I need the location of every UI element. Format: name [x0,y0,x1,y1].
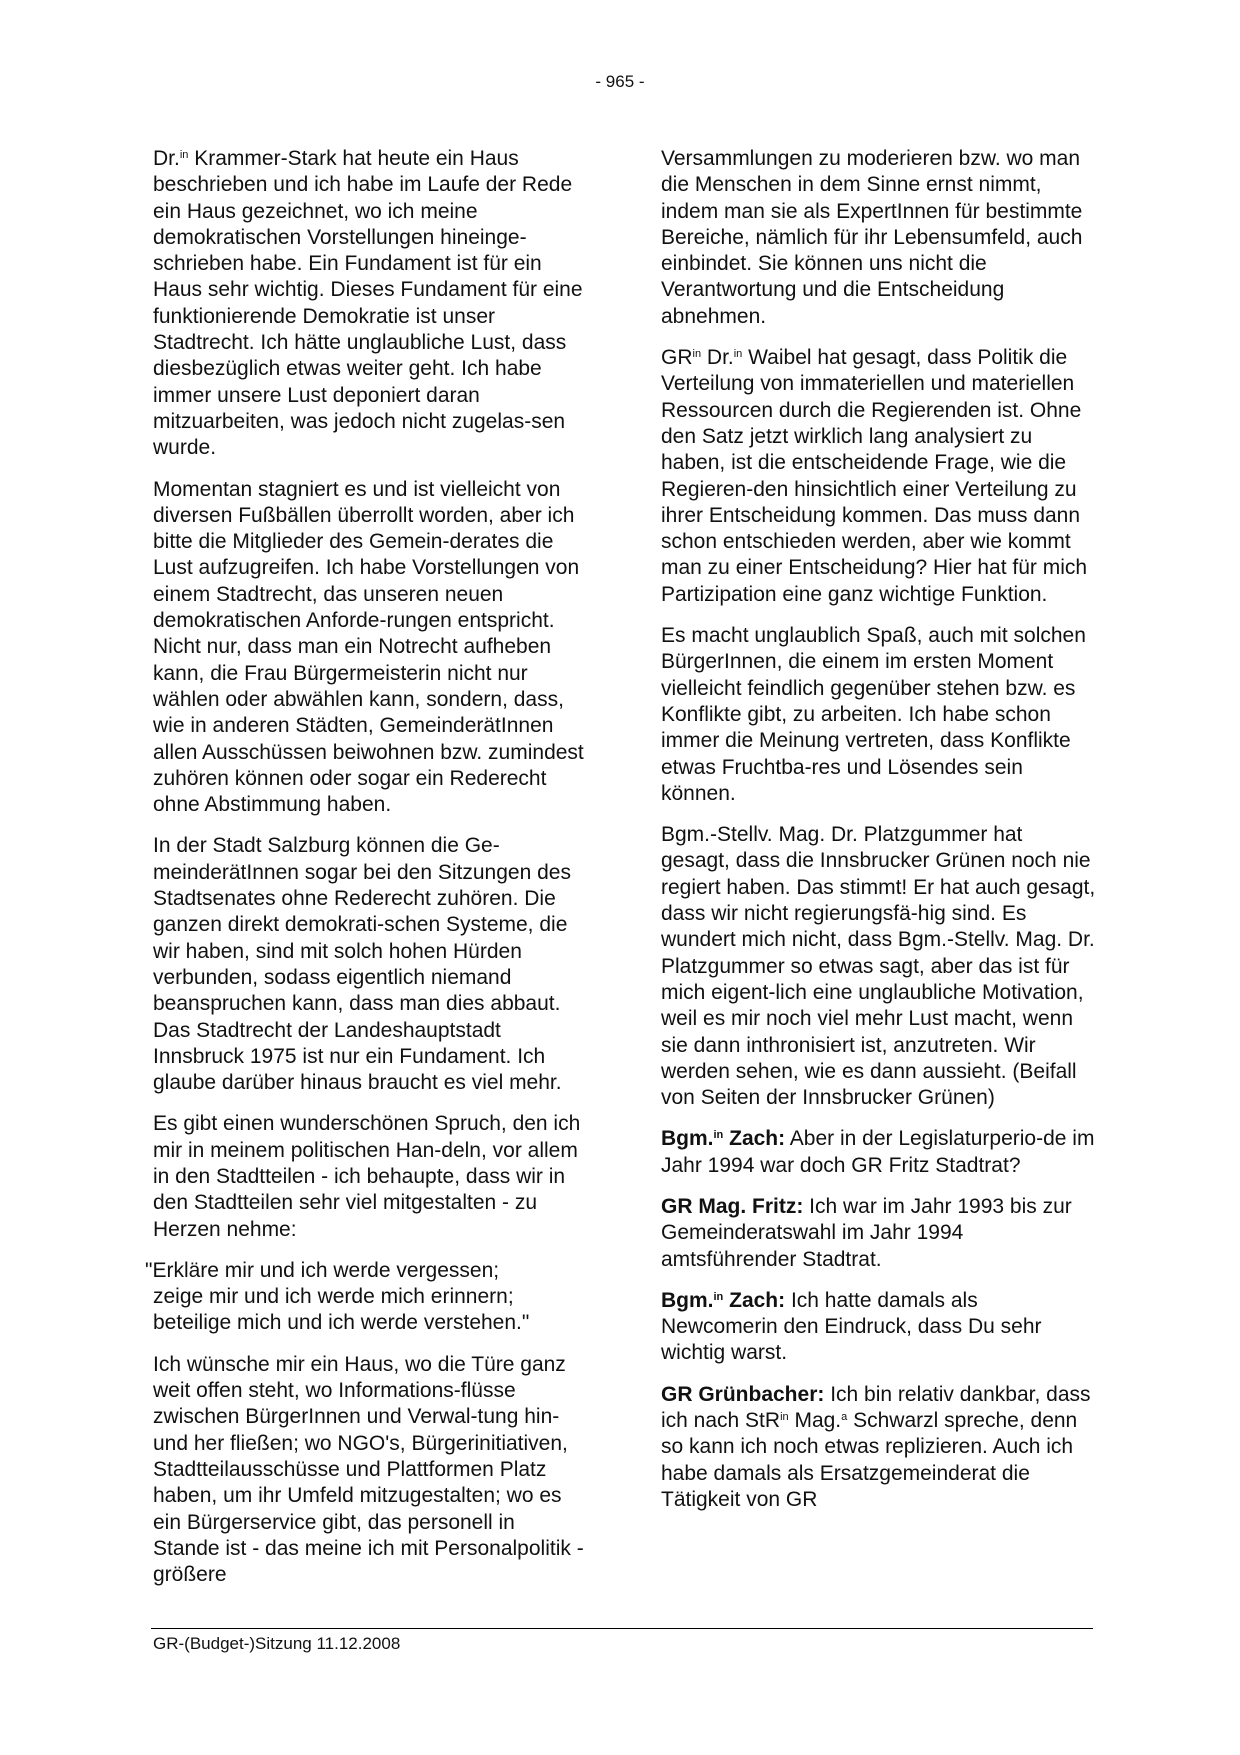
speech-paragraph: GR Mag. Fritz: Ich war im Jahr 1993 bis zur Gemeinderatswahl im Jahr 1994 amtsführender Stadtrat. [661,1194,1072,1271]
footer-divider [151,1628,1093,1629]
right-column [661,146,1097,1528]
page-number: - 965 - [595,72,645,91]
paragraph: Versammlungen zu moderieren bzw. wo man die Menschen in dem Sinne ernst nimmt, indem man sie als ExpertInnen für bestimmte Bereiche, nämlich für ihr Lebensumfeld, auch einbindet. Sie können uns nicht die Verantwortung und die Entscheidung abnehmen. [661,147,1083,328]
footer-text: GR-(Budget-)Sitzung 11.12.2008 [153,1634,401,1653]
paragraph: Momentan stagniert es und ist vielleicht von diversen Fußbällen überrollt worden, aber ich bitte die Mitglieder des Gemein-derates die Lust aufzugreifen. Ich habe Vorstellungen von einem Stadtrecht, das unseren neuen demokratischen Anforde-rungen entspricht. Nicht nur, dass man ein Notrecht aufheben kann, die Frau Bürgermeisterin nicht nur wählen oder abwählen kann, sondern, dass, wie in anderen Städten, GemeinderätInnen allen Ausschüssen beiwohnen bzw. zumindest zuhören können oder sogar ein Rederecht ohne Abstimmung haben. [153,477,584,817]
paragraph: Dr.$^{in}$ Krammer-Stark hat heute ein Haus beschrieben und ich habe im Laufe der Rede ein Haus gezeichnet, wo ich meine demokratischen Vorstellungen hineinge-schrieben habe. Ein Fundament ist für ein Haus sehr wichtig. Dieses Fundament für eine funktionierende Demokratie ist unser Stadtrecht. Ich hätte unglaubliche Lust, dass diesbezüglich etwas weiter geht. Ich habe immer unsere Lust deponiert daran mitzuarbeiten, was jedoch nicht zugelas-sen wurde. [153,147,583,460]
speaker-name: Bgm.$^{in}$ Zach: [661,1127,786,1151]
paragraph: In der Stadt Salzburg können die Ge-meinderätInnen sogar bei den Sitzungen des Stadtsenates ohne Rederecht zuhören. Die ganzen direkt demokrati-schen Systeme, die wir haben, sind mit solch hohen Hürden verbunden, sodass eigentlich niemand beanspruchen kann, dass man dies abbaut. Das Stadtrecht der Landeshauptstadt Innsbruck 1975 ist nur ein Fundament. Ich glaube darüber hinaus braucht es viel mehr. [153,834,571,1095]
speech-paragraph: Bgm.$^{in}$ Zach: Ich hatte damals als Newcomerin den Eindruck, dass Du sehr wichtig warst. [661,1288,1042,1365]
quote-line: "Erkläre mir und ich werde vergessen; [145,1258,500,1282]
left-column [145,146,585,1603]
paragraph: $GR^{in}$ Dr.$^{in}$ Waibel hat gesagt, dass Politik die Verteilung von immateriellen und materiellen Ressourcen durch die Regierenden ist. Ohne den Satz jetzt wirklich lang analysiert zu haben, ist die entscheidende Frage, wie die Regieren-den hinsichtlich einer Verteilung zu ihrer Entscheidung kommen. Das muss dann schon entschieden werden, aber wie kommt man zu einer Entscheidung? Hier hat für mich Partizipation eine ganz wichtige Funktion. [661,346,1088,606]
speech-paragraph: GR Grünbacher: Ich bin relativ dankbar, dass ich nach StR$^{in}$ Mag.$^a$ Schwarzl spreche, denn so kann ich noch etwas replizieren. Auch ich habe damals als Ersatzgemeinderat die Tätigkeit von GR [661,1382,1091,1511]
quote-line: beteilige mich und ich werde verstehen." [153,1311,530,1335]
speaker-name: GR Mag. Fritz: [661,1194,804,1218]
paragraph: Es gibt einen wunderschönen Spruch, den ich mir in meinem politischen Han-deln, vor allem in den Stadtteilen - ich behaupte, dass wir in den Stadtteilen sehr viel mitgestalten - zu Herzen nehme: [153,1112,581,1241]
paragraph: Bgm.-Stellv. Mag. Dr. Platzgummer hat gesagt, dass die Innsbrucker Grünen noch nie regiert haben. Das stimmt! Er hat auch gesagt, dass wir nicht regierungsfä-hig sind. Es wundert mich nicht, dass Bgm.-Stellv. Mag. Dr. Platzgummer so etwas sagt, aber das ist für mich eigent-lich eine unglaubliche Motivation, weil es mir noch viel mehr Lust macht, wenn sie dann inthronisiert ist, anzutreten. Wir werden sehen, wie es dann aussieht. (Beifall von Seiten der Innsbrucker Grünen) [661,823,1096,1110]
quote-line: zeige mir und ich werde mich erinnern; [153,1285,514,1309]
speech-paragraph: Bgm.$^{in}$ Zach: Aber in der Legislaturperio-de im Jahr 1994 war doch GR Fritz Stadtrat? [661,1127,1095,1177]
speaker-name: GR Grünbacher: [661,1382,825,1406]
paragraph: Ich wünsche mir ein Haus, wo die Türe ganz weit offen steht, wo Informations-flüsse zwischen BürgerInnen und Verwal-tung hin- und her fließen; wo NGO's, Bürgerinitiativen, Stadtteilausschüsse und Plattformen Platz haben, um ihr Umfeld mitzugestalten; wo es ein Bürgerservice gibt, das personell in Stande ist - das meine ich mit Personalpolitik - größere [153,1352,584,1587]
speaker-name: Bgm.$^{in}$ Zach: [661,1288,786,1312]
quote [145,1258,585,1337]
paragraph: Es macht unglaublich Spaß, auch mit solchen BürgerInnen, die einem im ersten Moment vielleicht feindlich gegenüber stehen bzw. es Konflikte gibt, zu arbeiten. Ich habe schon immer die Meinung vertreten, dass Konflikte etwas Fruchtba-res und Lösendes sein können. [661,624,1086,805]
